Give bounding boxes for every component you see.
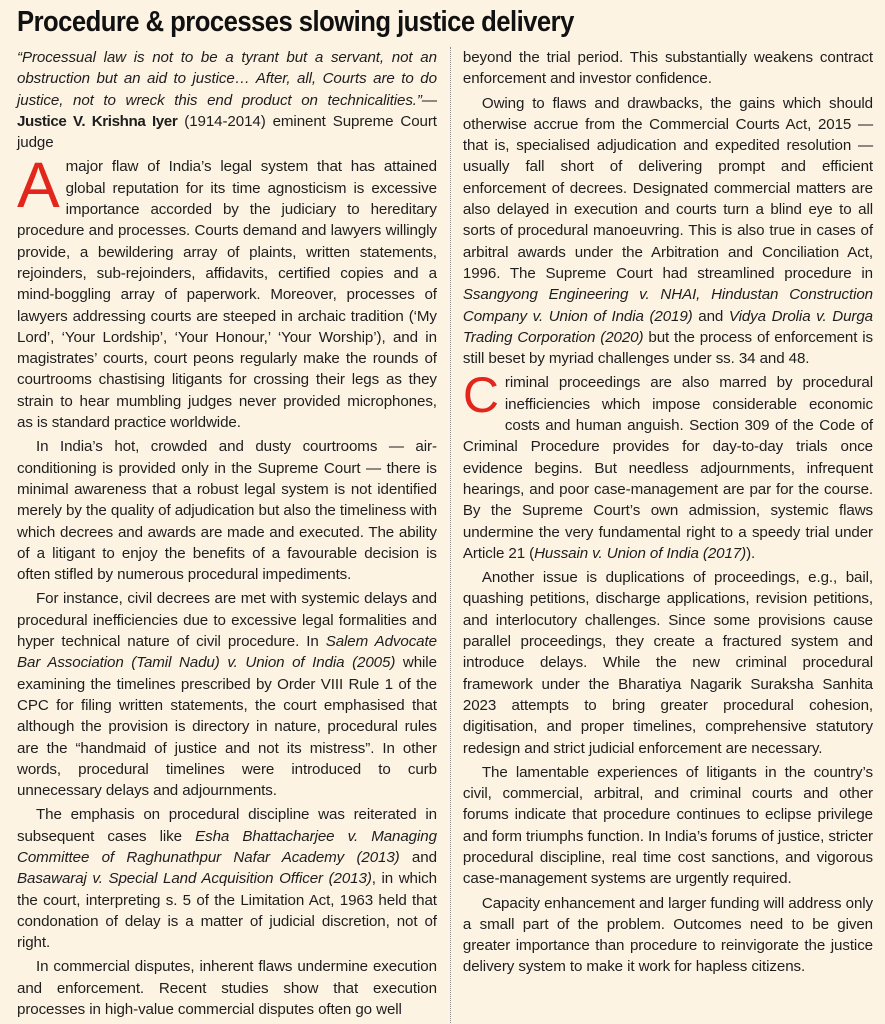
epigraph-quote: “Processual law is not to be a tyrant but a servant, not an obstruction but an aid to justice… After, all, Courts are to do justice, not to wreck this end product on technicalities.” — [17, 49, 437, 109]
paragraph: In commercial disputes, inherent flaws undermine execution and enforcement. Recent studies show that execution processes in high-value commercial disputes often go well — [17, 958, 437, 1019]
paragraph-text: and — [399, 848, 437, 866]
paragraph — [17, 804, 437, 953]
paragraph-text: The emphasis on procedural discipline was reiterated in subsequent cases like — [17, 806, 437, 845]
paragraph: Capacity enhancement and larger funding will address only a small part of the problem. Outcomes need to be given greater importance than procedure to reinvigorate the justice delivery system to make it work for hapless citizens. — [462, 894, 873, 976]
paragraph-text: but the process of enforcement is still beset by myriad challenges under ss. 34 and 48. — [462, 328, 874, 368]
paragraph — [463, 93, 873, 370]
paragraph — [462, 367, 873, 564]
case-citation: Hussain v. Union of India (2017) — [534, 544, 747, 562]
paragraph — [17, 149, 437, 433]
paragraph: beyond the trial period. This substantially weakens contract enforcement and investor confidence. — [462, 49, 873, 88]
paragraph: The lamentable experiences of litigants in the country’s civil, commercial, arbitral, and criminal courts and other forums indicate that procedure continues to eclipse privilege and form triumphs function. In India’s forums of justice, stricter procedural discipline, real time cost sanctions, and vigorous case-management systems are urgently required. — [462, 763, 873, 888]
paragraph-text: ). — [746, 544, 756, 562]
epigraph-author: Justice V. Krishna Iyer — [17, 112, 178, 130]
paragraph: Another issue is duplications of proceedings, e.g., bail, quashing petitions, discharge applications, revision petitions, and interlocutory challenges. Since some provisions cause parallel proceedings, they create a fractured system and introduce delays. While the new criminal procedural framework under the Bharatiya Nagarik Suraksha Sanhita 2023 attempts to bring greater procedural cohesion, digitisation, and proper timelines, comprehensive statutory redesign and strict judicial enforcement are necessary. — [462, 569, 873, 757]
drop-cap: A — [17, 149, 60, 222]
case-citation: Vidya Drolia v. Durga Trading Corporation (2020) — [462, 307, 873, 346]
paragraph — [17, 588, 437, 801]
headline: Procedure & processes slowing justice delivery — [17, 6, 574, 38]
paragraph-text: Owing to flaws and drawbacks, the gains which should otherwise accrue from the Commercial Courts Act, 2015 — that is, specialised adjudication and expedited resolution — usually fall short of delivering prompt and efficient enforcement of decrees. Designated commercial matters are also delayed in execution and courts turn a blind eye to all sorts of procedural manoeuvring. This is also true in cases of arbitral awards under the Arbitration and Conciliation Act, 1996. The Supreme Court had streamlined procedure in — [462, 94, 873, 282]
paragraph-text: , in which the court, interpreting s. 5 of the Limitation Act, 1963 held that condonation of delay is a matter of judicial discretion, not of right. — [17, 870, 437, 952]
right-column — [451, 47, 873, 1023]
article-columns — [17, 47, 873, 1023]
drop-cap: C — [462, 367, 499, 424]
paragraph: In India’s hot, crowded and dusty courtrooms — air-conditioning is provided only in the Supreme Court — there is minimal awareness that a robust legal system is not identified merely by the quality of adjudication but also the timeliness with which decrees and awards are made and executed. The ability of a litigant to enjoy the benefits of a favourable decision is often stifled by numerous procedural impediments. — [17, 438, 437, 584]
case-citation: Basawaraj v. Special Land Acquisition Officer (2013) — [17, 870, 372, 888]
paragraph-text: while examining the timelines prescribed by Order VIII Rule 1 of the CPC for filing written statements, the court emphasised that although the provision is directory in nature, procedural rules are the “handmaid of justice and not its mistress”. In other words, procedural timelines were introduced to curb unnecessary delays and adjournments. — [17, 654, 437, 800]
case-citation: Ssangyong Engineering v. NHAI, Hindustan Construction Company v. Union of India (2019) — [462, 286, 873, 325]
case-citation: Salem Advocate Bar Association (Tamil Nadu) v. Union of India (2005) — [17, 633, 437, 672]
left-column — [17, 47, 450, 1023]
epigraph-dash: — — [421, 91, 437, 109]
paragraph-text: major flaw of India’s legal system that has attained global reputation for its time agnosticism is excessive importance accorded by the judiciary to hereditary procedure and processes. Courts demand and lawyers willingly provide, a bewildering array of plaints, written statements, rejoinders, sub-rejoinders, affidavits, certified copies and a mind-boggling array of paperwork. Moreover, processes of lawyers addressing courts are steeped in archaic tradition (‘My Lord’, ‘Your Lordship’, ‘Your Honour,’ ‘Your Worship’), and in magistrates’ courts, court peons regularly make the rounds of courtrooms chastising litigants for crossing their legs as they strain to hear mumbling judges never provided microphones, as is standard practice worldwide. — [17, 158, 437, 432]
paragraph-text: and — [692, 307, 729, 325]
case-citation: Esha Bhattacharjee v. Managing Committee of Raghunathpur Nafar Academy (2013) — [17, 827, 437, 866]
epigraph — [17, 47, 437, 153]
paragraph-text: For instance, civil decrees are met with systemic delays and procedural inefficiencies due to excessive legal formalities and hyper technical nature of civil procedure. In — [17, 590, 437, 651]
epigraph-author-desc: (1914-2014) eminent Supreme Court judge — [17, 112, 437, 152]
paragraph-text: riminal proceedings are also marred by procedural inefficiencies which impose considerable economic costs and human anguish. Section 309 of the Code of Criminal Procedure provides for day-to-day trials once evidence begins. But needless adjournments, infrequent hearings, and poor case-management are par for the course. By the Supreme Court’s own admission, systemic flaws undermine the very fundamental right to a speedy trial under Article 21 ( — [462, 374, 873, 562]
